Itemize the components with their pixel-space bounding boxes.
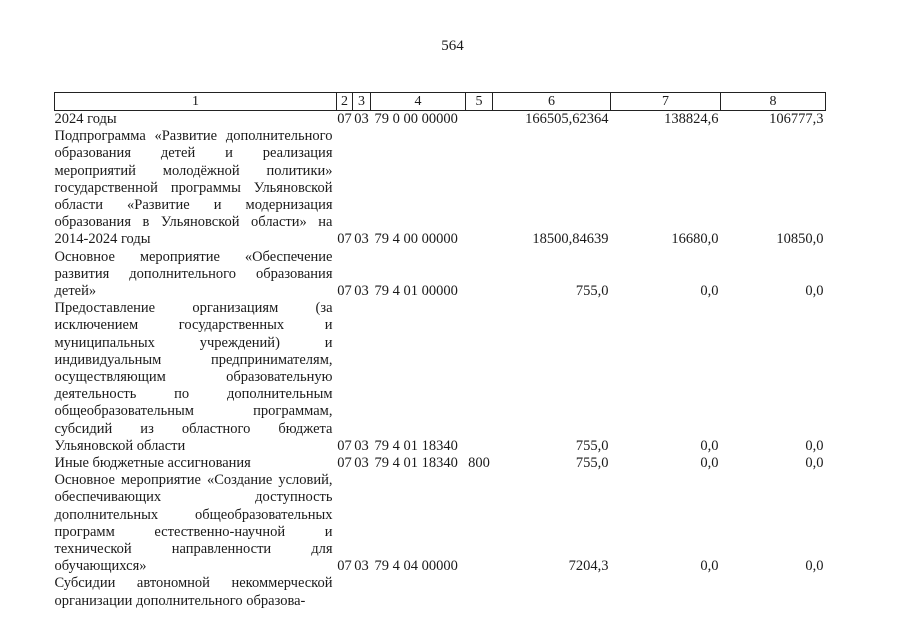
row-target-code: 79 4 04 00000: [374, 558, 458, 575]
row-value-col8: 106777,3: [769, 111, 824, 127]
table-row: [55, 472, 826, 575]
row-name: Субсидии автономной некоммерческой организации дополнительного образова-: [54, 575, 333, 609]
table-row: [55, 128, 826, 248]
row-section: 07: [337, 437, 352, 454]
row-expense-type: [466, 249, 493, 301]
row-target-code: 79 0 00 00000: [374, 111, 458, 127]
row-value-col7: 138824,6: [664, 111, 719, 127]
column-header: 5: [466, 93, 493, 111]
row-name: Основное мероприятие «Обеспечение развития дополнительного образования детей»: [54, 248, 333, 300]
column-header: 2: [337, 93, 353, 111]
row-value-col7: 0,0: [700, 437, 719, 454]
budget-table: [54, 92, 826, 610]
row-value-col8: 0,0: [805, 558, 824, 575]
row-value-col8: 10850,0: [776, 231, 824, 248]
row-subsection: 03: [354, 437, 369, 454]
column-header: 3: [353, 93, 371, 111]
column-header: 8: [721, 93, 826, 111]
page-number: 564: [441, 38, 464, 54]
table-row: [55, 575, 826, 609]
table-row: [55, 300, 826, 455]
row-target-code: 79 4 01 00000: [374, 283, 458, 300]
row-value-col7: 0,0: [700, 558, 719, 575]
row-target-code: 79 4 00 00000: [374, 231, 458, 248]
row-section: 07: [337, 455, 352, 472]
table-row: [55, 455, 826, 472]
row-value-col8: 0,0: [805, 283, 824, 300]
row-value-col8: 0,0: [805, 455, 824, 472]
table-row: [55, 249, 826, 301]
row-subsection: [353, 575, 371, 609]
row-subsection: 03: [354, 558, 369, 575]
row-name: Основное мероприятие «Создание условий, обеспечивающих доступность дополнительных общеобразовательных программ естественно-научной и технической направленности для обучающихся»: [54, 472, 333, 575]
row-target-code: [371, 575, 466, 609]
row-subsection: 03: [354, 111, 369, 127]
row-value-col6: 18500,84639: [532, 231, 609, 248]
row-value-col7: 16680,0: [671, 231, 719, 248]
row-value-col8: [721, 575, 826, 609]
row-name: Предоставление организациям (за исключением государственных и муниципальных учреждений) и индивидуальным предпринимателям, осуществляющим образовательную деятельность по дополнительным общеобразовательным программам, субсидий из областного бюджета Ульяновской области: [54, 300, 333, 454]
row-value-col7: 0,0: [700, 455, 719, 472]
row-value-col7: [611, 575, 721, 609]
row-value-col6: 166505,62364: [525, 111, 609, 127]
row-expense-type: [466, 575, 493, 609]
row-subsection: 03: [354, 283, 369, 300]
row-subsection: 03: [354, 231, 369, 248]
row-name: Иные бюджетные ассигнования: [54, 455, 251, 472]
column-header: 7: [611, 93, 721, 111]
row-name: 2024 годы: [54, 111, 117, 127]
row-expense-type: [466, 111, 493, 129]
row-expense-type: [466, 300, 493, 455]
row-section: 07: [337, 558, 352, 575]
row-value-col6: 755,0: [575, 455, 609, 472]
column-header: 6: [493, 93, 611, 111]
row-value-col6: 755,0: [575, 283, 609, 300]
row-target-code: 79 4 01 18340: [374, 437, 458, 454]
row-section: [337, 575, 353, 609]
column-header: 1: [55, 93, 337, 111]
row-expense-type: 800: [468, 455, 490, 472]
row-section: 07: [337, 283, 352, 300]
row-section: 07: [337, 111, 352, 127]
row-expense-type: [466, 128, 493, 248]
row-subsection: 03: [354, 455, 369, 472]
row-value-col8: 0,0: [805, 437, 824, 454]
row-name: Подпрограмма «Развитие дополнительного образования детей и реализация мероприятий молодёжной политики» государственной программы Ульяновской области «Развитие и модернизация образования в Ульяновской области» на 2014-2024 годы: [54, 128, 333, 248]
row-expense-type: [466, 472, 493, 575]
column-header: 4: [371, 93, 466, 111]
row-value-col6: [493, 575, 611, 609]
row-target-code: 79 4 01 18340: [374, 455, 458, 472]
row-section: 07: [337, 231, 352, 248]
row-value-col6: 7204,3: [568, 558, 609, 575]
row-value-col6: 755,0: [575, 437, 609, 454]
row-value-col7: 0,0: [700, 283, 719, 300]
table-row: [55, 111, 826, 129]
column-numbers-header: [55, 93, 826, 111]
